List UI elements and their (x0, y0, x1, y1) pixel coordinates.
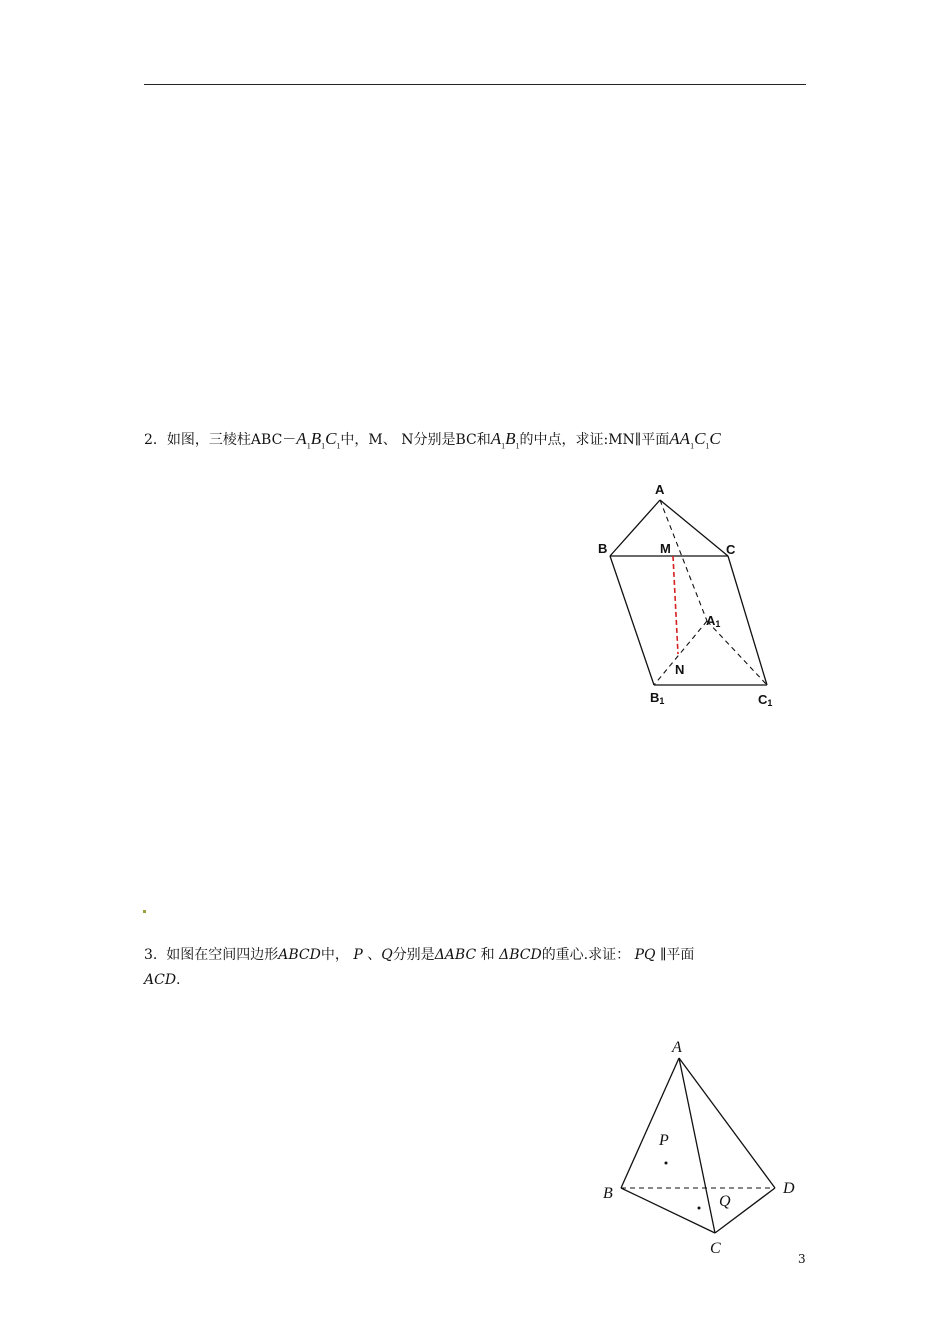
problem-2-text-a: 如图，三棱柱ABC－ (166, 432, 297, 448)
label-B: B (598, 541, 608, 556)
label-B: B (603, 1185, 613, 1202)
segment-mn (673, 556, 678, 654)
point-p (665, 1162, 668, 1165)
page-number: 3 (798, 1252, 806, 1266)
problem-3-number: 3. (144, 947, 158, 963)
label-B1: B1 (650, 690, 665, 706)
edge-aa1-hidden (660, 500, 707, 621)
problem-3-period: . (176, 972, 181, 988)
edge-ad (679, 1058, 775, 1188)
edge-ab (610, 500, 660, 556)
problem-3-text-d: 分别是 (392, 947, 435, 963)
edge-ab (621, 1058, 679, 1188)
problem-3-text-g: ∥平面 (659, 947, 695, 963)
label-A: A (655, 482, 665, 497)
problem-3-text-c: 、 (367, 947, 382, 963)
label-D: D (783, 1180, 795, 1197)
label-Q: Q (719, 1193, 731, 1210)
math-triangle-bcd: ΔBCD (499, 947, 542, 963)
problem-3-text-e: 和 (480, 947, 495, 963)
label-C: C (726, 542, 736, 557)
header-rule (144, 84, 806, 85)
math-a1b1c1: $A_1B_1C_1$ (296, 429, 341, 451)
math-q: Q (381, 947, 393, 963)
edge-bb1 (610, 556, 654, 685)
label-N: N (675, 662, 685, 677)
label-M: M (660, 541, 671, 556)
problem-3-text-a: 如图在空间四边形 (166, 947, 279, 963)
math-acd: ACD (144, 972, 177, 988)
point-q (698, 1207, 701, 1210)
label-P: P (659, 1132, 669, 1149)
label-A1: A1 (706, 613, 721, 629)
problem-2-text-c: 的中点，求证:MN∥平面 (519, 432, 670, 448)
math-a1b1: $A_1B_1$ (490, 429, 520, 451)
problem-3-statement (144, 944, 694, 966)
math-triangle-abc: ΔABC (434, 947, 477, 963)
problem-3-text-f: 的重心.求证： (541, 947, 631, 963)
problem-2-number: 2． (144, 432, 167, 448)
label-A: A (672, 1039, 682, 1056)
tetrahedron-figure (595, 1030, 805, 1260)
problem-3-text-b: 中， (320, 947, 349, 963)
problem-2-text-b: 中，M、 N分别是BC和 (340, 432, 491, 448)
math-abcd: ABCD (278, 947, 321, 963)
edge-ac (679, 1058, 715, 1233)
math-pq: PQ (634, 947, 656, 963)
edge-cc1 (728, 556, 767, 685)
math-p: P (353, 947, 363, 963)
prism-figure (590, 478, 790, 708)
stray-mark (143, 910, 146, 913)
math-aa1c1c: $AA_1C_1C$ (669, 429, 721, 451)
label-C: C (710, 1240, 721, 1257)
problem-2-statement (144, 428, 721, 457)
problem-3-line-2 (144, 972, 181, 988)
label-C1: C1 (758, 692, 773, 708)
edge-bc (621, 1188, 715, 1233)
